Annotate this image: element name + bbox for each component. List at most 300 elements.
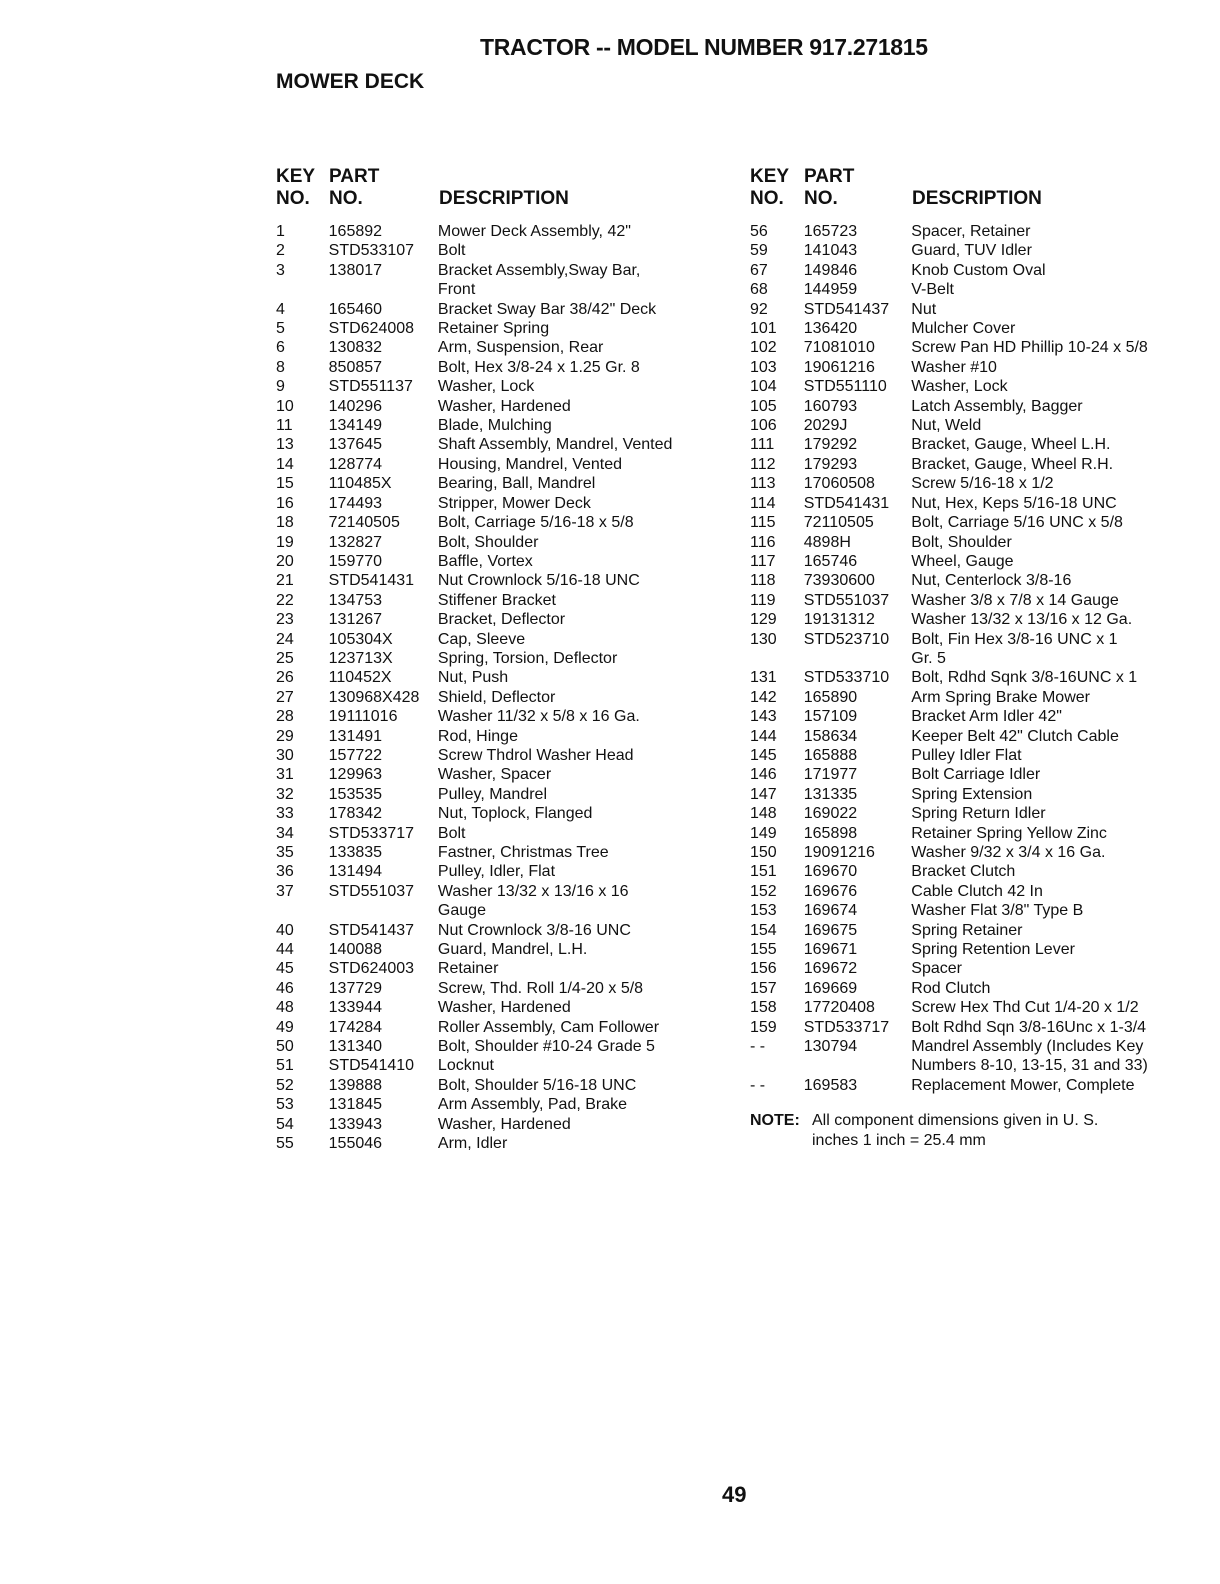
table-row (750, 513, 1190, 532)
key-no-cell: 131 (750, 669, 777, 687)
key-no-cell: 20 (276, 552, 294, 570)
table-row (750, 300, 1190, 319)
description-cell: Pulley, Mandrel (437, 785, 548, 803)
key-no-cell: 115 (750, 514, 776, 532)
key-no-cell: 102 (750, 339, 777, 357)
table-row (750, 824, 1190, 843)
key-no-header: NO. (750, 188, 784, 209)
table-row (750, 843, 1190, 862)
description-cell: Washer, Spacer (437, 766, 552, 784)
key-no-cell: 114 (750, 494, 776, 512)
part-no-cell: 165898 (803, 824, 858, 842)
description-cell: Gauge (437, 902, 486, 920)
table-row (276, 959, 726, 978)
part-no-cell: 149846 (803, 261, 858, 279)
table-row (750, 591, 1190, 610)
key-no-cell: 155 (750, 941, 777, 959)
description-cell: Mulcher Cover (911, 320, 1016, 338)
key-no-cell: 40 (276, 921, 294, 939)
table-row (750, 998, 1190, 1017)
table-row (750, 921, 1190, 940)
table-row (750, 222, 1190, 241)
part-no-cell: STD551037 (803, 591, 890, 609)
description-cell: Rod Clutch (911, 979, 991, 997)
part-no-cell: 130832 (328, 339, 383, 357)
part-no-cell: 169670 (803, 863, 858, 881)
part-no-cell: 133835 (328, 844, 383, 861)
key-no-cell: 154 (750, 921, 777, 939)
part-no-cell: STD541437 (803, 300, 890, 318)
part-no-cell: 153535 (328, 785, 383, 803)
description-cell: Bolt Rdhd Sqn 3/8-16Unc x 1-3/4 (911, 1018, 1147, 1036)
description-cell: Washer #10 (911, 358, 997, 376)
table-header (276, 166, 726, 212)
part-no-cell: 137645 (328, 436, 383, 454)
page-title: TRACTOR -- MODEL NUMBER 917.271815 (480, 34, 928, 60)
description-cell: Screw Pan HD Phillip 10-24 x 5/8 (911, 339, 1148, 357)
part-no-cell: 72110505 (803, 514, 874, 532)
table-row (276, 921, 726, 940)
key-no-cell: 27 (276, 688, 294, 706)
key-no-cell: 8 (276, 358, 285, 376)
part-no-cell: 128774 (328, 455, 383, 473)
key-no-cell: 19 (276, 533, 294, 551)
key-no-cell: 156 (750, 960, 777, 978)
table-row (276, 688, 726, 707)
key-no-cell: 112 (750, 455, 776, 473)
table-row (276, 494, 726, 513)
description-cell: Bracket Sway Bar 38/42" Deck (437, 300, 657, 318)
description-cell: Baffle, Vortex (437, 552, 533, 570)
table-row (750, 668, 1190, 687)
key-no-cell: 92 (750, 300, 768, 318)
key-no-cell: 50 (276, 1038, 294, 1056)
table-row (276, 377, 726, 396)
key-no-header: NO. (276, 188, 310, 209)
part-no-cell: 140088 (328, 941, 383, 959)
part-no-cell: 165746 (803, 552, 858, 570)
key-no-cell: 11 (276, 417, 293, 435)
table-row (276, 455, 726, 474)
part-no-cell: 4898H (803, 533, 851, 551)
description-cell: Fastner, Christmas Tree (437, 844, 609, 861)
table-row (750, 1076, 1190, 1095)
description-cell: Washer 13/32 x 13/16 x 16 (437, 882, 629, 900)
table-row (750, 959, 1190, 978)
part-no-cell: 72140505 (328, 514, 400, 532)
table-row (750, 416, 1190, 435)
key-no-cell: 5 (276, 320, 285, 338)
part-header: PART (329, 166, 380, 187)
description-cell: Arm Spring Brake Mower (911, 688, 1090, 706)
part-no-cell: STD551137 (328, 378, 413, 396)
key-no-cell: 29 (276, 727, 294, 745)
part-no-cell: 134753 (328, 591, 383, 609)
table-row (750, 358, 1190, 377)
part-no-cell (804, 649, 912, 668)
part-no-cell: 19111016 (328, 708, 398, 726)
part-no-cell: 71081010 (803, 339, 875, 357)
description-cell: Screw Hex Thd Cut 1/4-20 x 1/2 (911, 999, 1139, 1017)
table-row (276, 280, 726, 299)
table-row (750, 785, 1190, 804)
key-no-cell: 149 (750, 824, 777, 842)
part-no-cell: STD541410 (328, 1057, 415, 1075)
table-row (276, 591, 726, 610)
part-no-cell: 171977 (803, 766, 858, 784)
description-cell: Mower Deck Assembly, 42" (437, 223, 631, 240)
description-cell: Bolt, Shoulder #10-24 Grade 5 (437, 1038, 655, 1056)
part-no-cell: 165892 (328, 223, 383, 240)
key-no-cell: 119 (750, 591, 776, 609)
table-row (276, 727, 726, 746)
table-row (750, 494, 1190, 513)
key-no-cell: 118 (750, 572, 776, 590)
parts-list-right (750, 222, 1190, 1095)
table-row (750, 241, 1190, 260)
part-no-cell: 132827 (328, 533, 383, 551)
description-cell: Bolt, Rdhd Sqnk 3/8-16UNC x 1 (911, 669, 1138, 687)
part-no-cell: 19091216 (803, 844, 875, 861)
table-row (276, 435, 726, 454)
part-no-cell: 165460 (328, 300, 383, 318)
table-row (750, 882, 1190, 901)
table-row (276, 901, 726, 920)
key-no-cell: 150 (750, 844, 777, 861)
table-row (276, 416, 726, 435)
table-row (750, 552, 1190, 571)
key-no-cell: - - (750, 1076, 766, 1094)
description-cell: Retainer Spring (437, 320, 550, 338)
part-no-cell (329, 901, 438, 920)
description-cell: Arm, Suspension, Rear (437, 339, 604, 357)
description-cell: Spring Retainer (911, 921, 1023, 939)
table-row (276, 765, 726, 784)
part-no-cell: 169674 (803, 902, 858, 920)
description-cell: V-Belt (911, 281, 954, 299)
part-no-cell: 169669 (803, 979, 858, 997)
table-row (276, 300, 726, 319)
table-row (276, 1134, 726, 1153)
part-no-cell: 17720408 (803, 999, 875, 1017)
table-row (750, 630, 1190, 649)
description-cell: Shield, Deflector (437, 688, 556, 706)
part-no-cell: 17060508 (803, 475, 875, 493)
table-row (750, 533, 1190, 552)
description-cell: Nut, Centerlock 3/8-16 (911, 572, 1072, 590)
description-cell: Washer, Lock (437, 378, 535, 396)
part-no-cell: 140296 (328, 397, 383, 415)
part-no-cell: STD541431 (328, 572, 415, 590)
part-no-cell: 129963 (328, 766, 383, 784)
description-cell: Washer, Hardened (437, 1115, 571, 1133)
table-row (276, 513, 726, 532)
part-no-cell: STD533717 (803, 1018, 890, 1036)
key-no-cell: 54 (276, 1115, 294, 1133)
table-row (750, 727, 1190, 746)
key-no-cell: 4 (276, 300, 285, 318)
part-no-cell: STD551037 (328, 882, 415, 900)
table-row (750, 1056, 1190, 1075)
description-cell: Nut, Push (437, 669, 509, 687)
part-no-cell: 133943 (328, 1115, 383, 1133)
part-no-cell: 174284 (328, 1018, 383, 1036)
part-no-cell: STD541431 (803, 494, 890, 512)
table-row (750, 746, 1190, 765)
part-no-cell: STD533710 (803, 669, 890, 687)
key-no-cell: 152 (750, 882, 777, 900)
table-row (750, 377, 1190, 396)
part-no-cell: 160793 (803, 397, 858, 415)
key-no-cell: 35 (276, 844, 294, 861)
table-row (276, 397, 726, 416)
key-no-cell: 26 (276, 669, 294, 687)
key-no-cell: 33 (276, 805, 294, 823)
part-no-cell: 169671 (803, 941, 858, 959)
part-no-cell: 144959 (803, 281, 858, 299)
table-row (276, 668, 726, 687)
part-no-cell: 157109 (803, 708, 858, 726)
description-cell: Blade, Mulching (437, 417, 552, 435)
table-row (276, 1076, 726, 1095)
part-no-cell (804, 1056, 912, 1075)
part-no-cell: 131494 (328, 863, 383, 881)
page-number: 49 (722, 1482, 747, 1507)
table-row (276, 1095, 726, 1114)
part-no-cell: STD533717 (328, 824, 415, 842)
key-no-cell: 28 (276, 708, 294, 726)
part-no-cell: 134149 (328, 417, 383, 435)
note-text (812, 1111, 1132, 1150)
description-cell: Spacer (911, 960, 962, 978)
table-row (750, 571, 1190, 590)
table-row (276, 1115, 726, 1134)
key-no-cell: 144 (750, 727, 777, 745)
key-no-cell: 145 (750, 746, 777, 764)
key-no-cell: 36 (276, 863, 294, 881)
table-row (276, 882, 726, 901)
part-no-cell: 157722 (328, 746, 383, 764)
description-cell: Nut Crownlock 5/16-18 UNC (437, 572, 640, 590)
description-cell: Arm Assembly, Pad, Brake (437, 1096, 628, 1114)
description-cell: Locknut (437, 1057, 494, 1075)
description-cell: Bolt (437, 824, 466, 842)
description-cell: Washer, Lock (911, 378, 1008, 396)
description-cell: Bearing, Ball, Mandrel (437, 475, 596, 493)
key-no-cell: 6 (276, 339, 285, 357)
key-no-cell (750, 1056, 804, 1075)
description-cell: Knob Custom Oval (911, 261, 1046, 279)
description-cell: Nut Crownlock 3/8-16 UNC (437, 921, 631, 939)
table-row (276, 358, 726, 377)
key-no-cell (276, 901, 329, 920)
table-row (276, 746, 726, 765)
table-row (276, 843, 726, 862)
description-cell: Bolt (437, 242, 466, 260)
table-row (750, 1018, 1190, 1037)
table-row (750, 455, 1190, 474)
part-no-cell: STD541437 (328, 921, 415, 939)
part-no-cell: 19061216 (803, 358, 875, 376)
part-no-cell: 123713X (328, 649, 393, 667)
description-cell: Arm, Idler (437, 1135, 508, 1153)
description-cell: Bracket Assembly,Sway Bar, (437, 261, 641, 279)
key-no-cell: 146 (750, 766, 777, 784)
note-label: NOTE: (750, 1112, 800, 1130)
key-no-cell: 151 (750, 863, 777, 881)
part-no-cell: 165890 (803, 688, 858, 706)
key-no-cell: 46 (276, 979, 294, 997)
key-no-cell: 44 (276, 941, 294, 959)
part-header: PART (804, 166, 855, 187)
key-no-cell: 103 (750, 358, 777, 376)
description-cell: Bolt, Shoulder (911, 533, 1012, 551)
table-row (750, 474, 1190, 493)
key-no-cell: 49 (276, 1018, 294, 1036)
description-cell: Cable Clutch 42 In (911, 882, 1043, 900)
part-no-cell: 179292 (803, 436, 858, 454)
key-no-cell: 147 (750, 785, 777, 803)
description-cell: Stripper, Mower Deck (437, 494, 591, 512)
key-no-cell: 52 (276, 1076, 294, 1094)
table-row (276, 824, 726, 843)
part-no-header: NO. (804, 188, 838, 209)
key-no-cell: 32 (276, 785, 294, 803)
table-row (276, 707, 726, 726)
table-row (276, 222, 726, 241)
description-cell: Spring Retention Lever (911, 941, 1075, 959)
table-row (276, 474, 726, 493)
key-no-cell: 101 (750, 320, 777, 338)
key-no-cell: 31 (276, 766, 294, 784)
description-cell: Guard, Mandrel, L.H. (437, 941, 588, 959)
key-no-cell: 3 (276, 261, 285, 279)
key-no-cell: 104 (750, 378, 777, 396)
part-no-cell: 165888 (803, 746, 858, 764)
description-cell: Pulley, Idler, Flat (437, 863, 556, 881)
table-row (276, 552, 726, 571)
key-no-cell: 37 (276, 882, 294, 900)
table-row (276, 804, 726, 823)
key-no-cell: 67 (750, 261, 768, 279)
description-cell: Retainer (437, 960, 499, 978)
table-row (276, 785, 726, 804)
part-no-cell: 110485X (328, 475, 392, 493)
key-no-cell: - - (750, 1038, 766, 1056)
key-no-cell: 34 (276, 824, 294, 842)
description-cell: Pulley Idler Flat (911, 746, 1022, 764)
description-cell: Washer, Hardened (437, 397, 571, 415)
description-cell: Replacement Mower, Complete (911, 1076, 1135, 1094)
description-cell: Bolt, Hex 3/8-24 x 1.25 Gr. 8 (437, 358, 640, 376)
table-row (276, 533, 726, 552)
table-header (750, 166, 1190, 212)
key-no-cell: 117 (750, 552, 776, 570)
part-no-cell: 131267 (328, 611, 383, 629)
description-cell: Spring Extension (911, 785, 1033, 803)
description-cell: Nut, Weld (911, 417, 982, 435)
key-no-cell: 9 (276, 378, 285, 396)
description-cell: Screw Thdrol Washer Head (437, 746, 634, 764)
key-no-cell: 116 (750, 533, 776, 551)
key-no-cell: 142 (750, 688, 777, 706)
description-header: DESCRIPTION (439, 188, 569, 209)
part-no-cell: 137729 (328, 979, 383, 997)
table-row (750, 1037, 1190, 1056)
part-no-cell: 73930600 (803, 572, 875, 590)
description-cell: Bolt, Carriage 5/16-18 x 5/8 (437, 514, 634, 532)
part-no-cell: 165723 (803, 223, 858, 240)
note-line-1: All component dimensions given in U. S. (812, 1112, 1099, 1130)
table-row (276, 998, 726, 1017)
table-row (276, 1018, 726, 1037)
table-row (276, 649, 726, 668)
part-no-cell: 110452X (328, 669, 392, 687)
key-no-cell: 143 (750, 708, 777, 726)
part-no-cell: 169583 (803, 1076, 858, 1094)
table-row (750, 940, 1190, 959)
description-cell: Front (437, 281, 476, 299)
key-no-cell: 111 (750, 436, 775, 454)
description-cell: Washer 3/8 x 7/8 x 14 Gauge (911, 591, 1119, 609)
description-cell: Cap, Sleeve (437, 630, 526, 648)
description-cell: Housing, Mandrel, Vented (437, 455, 623, 473)
part-no-cell: 2029J (803, 417, 848, 435)
description-cell: Keeper Belt 42" Clutch Cable (911, 727, 1119, 745)
description-cell: Guard, TUV Idler (911, 242, 1032, 260)
key-no-cell: 45 (276, 960, 294, 978)
description-cell: Numbers 8-10, 13-15, 31 and 33) (911, 1057, 1148, 1075)
key-no-cell (276, 280, 329, 299)
description-cell: Stiffener Bracket (437, 591, 556, 609)
table-row (750, 280, 1190, 299)
table-row (276, 1037, 726, 1056)
description-cell: Bracket Arm Idler 42" (911, 708, 1062, 726)
description-cell: Washer Flat 3/8" Type B (911, 902, 1084, 920)
description-cell: Bolt, Shoulder 5/16-18 UNC (437, 1076, 637, 1094)
key-no-cell: 68 (750, 281, 768, 299)
description-cell: Bolt, Shoulder (437, 533, 539, 551)
table-row (750, 804, 1190, 823)
key-no-cell: 18 (276, 514, 294, 532)
note-line-2: inches 1 inch = 25.4 mm (812, 1131, 986, 1149)
key-header: KEY (276, 166, 316, 187)
key-no-cell: 48 (276, 999, 294, 1017)
table-row (750, 397, 1190, 416)
parts-list-left (276, 222, 726, 1154)
description-cell: Spring Return Idler (911, 805, 1046, 823)
part-no-cell: 131335 (803, 785, 858, 803)
key-no-cell (750, 649, 804, 668)
key-no-cell: 105 (750, 397, 777, 415)
key-no-cell: 14 (276, 455, 294, 473)
part-no-cell: 159770 (328, 552, 383, 570)
description-cell: Bolt, Carriage 5/16 UNC x 5/8 (911, 514, 1123, 532)
part-no-cell: 141043 (803, 242, 858, 260)
table-row (276, 319, 726, 338)
table-row (750, 435, 1190, 454)
key-no-cell: 15 (276, 475, 294, 493)
part-no-cell: 174493 (328, 494, 383, 512)
key-no-cell: 13 (276, 436, 294, 454)
part-no-cell: 131845 (328, 1096, 383, 1114)
part-no-cell: 136420 (803, 320, 858, 338)
table-row (750, 688, 1190, 707)
table-row (276, 261, 726, 280)
table-row (750, 610, 1190, 629)
table-row (276, 338, 726, 357)
key-no-cell: 159 (750, 1018, 777, 1036)
